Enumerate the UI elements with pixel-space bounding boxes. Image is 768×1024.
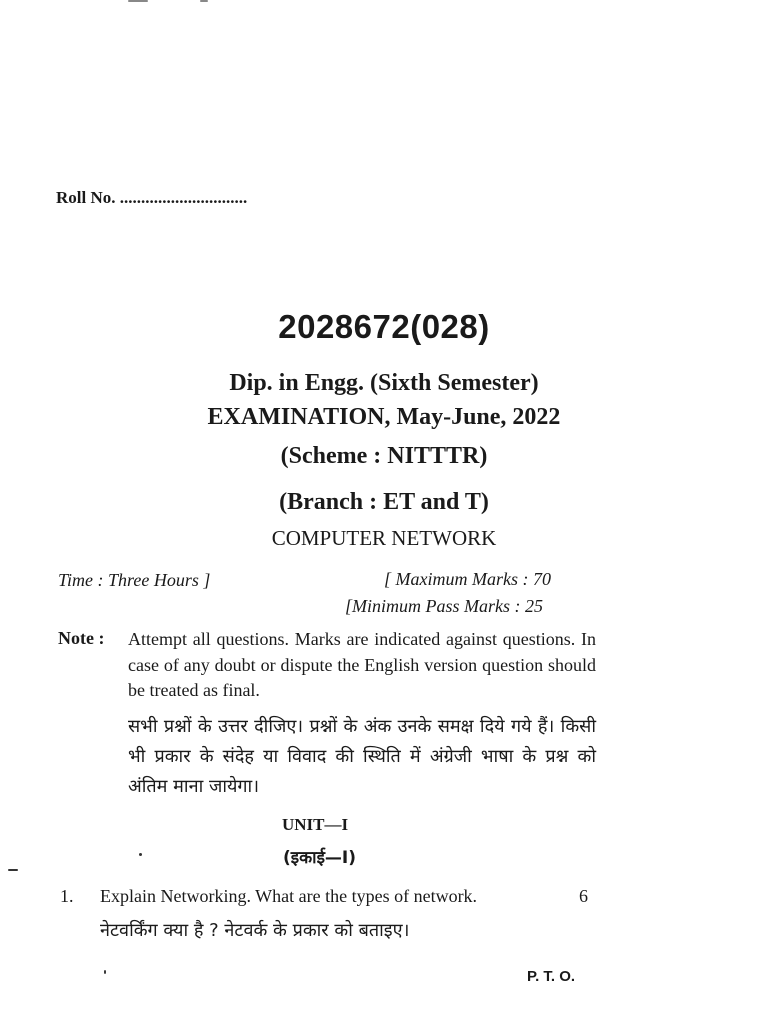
- scan-speck: [104, 970, 106, 974]
- paper-code: 2028672(028): [278, 308, 490, 345]
- minimum-pass-marks: [Minimum Pass Marks : 25: [345, 596, 543, 616]
- note-english: Attempt all questions. Marks are indicated against questions. In case of any doubt or dispute the English version question should be treated as final.: [128, 629, 596, 700]
- scheme: (Scheme : NITTTR): [280, 443, 488, 469]
- roll-number-field: Roll No. ..............................: [56, 188, 248, 207]
- subject-name: COMPUTER NETWORK: [271, 526, 497, 550]
- scan-speck: [128, 0, 148, 2]
- branch: (Branch : ET and T): [279, 489, 489, 515]
- scan-speck: [8, 869, 18, 871]
- exam-session: EXAMINATION, May-June, 2022: [207, 404, 561, 430]
- maximum-marks: [ Maximum Marks : 70: [384, 569, 551, 589]
- note-hindi: सभी प्रश्नों के उत्तर दीजिए। प्रश्नों के अंक उनके समक्ष दिये गये हैं। किसी भी प्रकार के संदेह या विवाद की स्थिति में अंग्रेजी भाषा के प्रश्न को अंतिम माना जायेगा।: [128, 716, 596, 797]
- page-turn-over: P. T. O.: [527, 968, 576, 985]
- unit-heading-english: UNIT—I: [282, 815, 349, 834]
- note-label: Note :: [58, 628, 105, 648]
- question-text-hindi: नेटवर्किंग क्या है ? नेटवर्क के प्रकार को बताइए।: [100, 920, 410, 941]
- course-title: Dip. in Engg. (Sixth Semester): [229, 370, 539, 396]
- question-number: 1.: [60, 886, 74, 906]
- question-text-english: Explain Networking. What are the types of network.: [100, 886, 478, 906]
- question-marks: 6: [579, 886, 588, 906]
- scan-speck: [200, 0, 208, 2]
- scan-speck: [139, 853, 142, 856]
- time-allowed: Time : Three Hours ]: [58, 570, 211, 590]
- unit-heading-hindi: (इकाई—I): [283, 848, 357, 868]
